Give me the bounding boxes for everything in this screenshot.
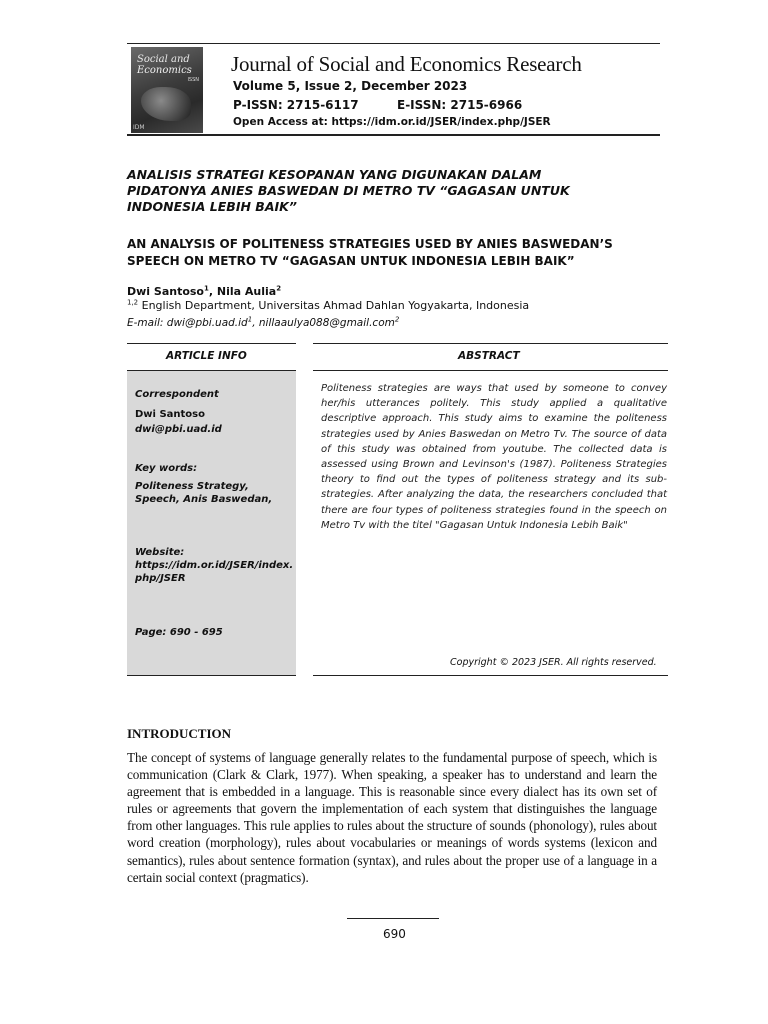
keywords-line: Politeness Strategy, (135, 481, 249, 492)
cover-artwork (141, 87, 191, 121)
title-en-line: SPEECH ON METRO TV “GAGASAN UNTUK INDONESIA LEBIH BAIK” (127, 254, 575, 268)
article-info-top-rule (127, 343, 296, 344)
introduction-heading: INTRODUCTION (127, 726, 232, 741)
website-link[interactable]: php/JSER (135, 573, 186, 584)
email-sup: 2 (394, 315, 400, 324)
email-line (127, 317, 399, 329)
p-issn: P-ISSN: 2715-6117 (233, 98, 359, 112)
title-id-line: INDONESIA LEBIH BAIK” (127, 199, 297, 214)
title-en-line: AN ANALYSIS OF POLITENESS STRATEGIES USED BY ANIES BASWEDAN’S (127, 237, 613, 251)
abstract-bottom-rule (313, 675, 668, 676)
footer-rule (347, 918, 439, 919)
volume-issue: Volume 5, Issue 2, December 2023 (233, 79, 468, 93)
correspondent-email[interactable]: dwi@pbi.uad.id (135, 424, 222, 435)
author-name: Nila Aulia (216, 285, 277, 298)
journal-title: Journal of Social and Economics Research (231, 52, 582, 76)
copyright-notice: Copyright © 2023 JSER. All rights reserved. (450, 657, 657, 668)
abstract-text: Politeness strategies are ways that used by someone to convey her/his utterances politely. This study applied a qualitative descriptive approach. This study aims to examine the politeness strategies used by Anies Baswedan on Metro Tv. The source of data of this study was obtained from youtube. The collected data is assessed using Brown and Levinson's (1987). Politeness Strategies theory to find out the types of politeness strategy and its sub-strategies. After analyzing the data, the researchers concluded that there are four types of politeness strategies found in the speech on Metro Tv with the titel "Gagasan Untuk Indonesia Lebih Baik" (321, 383, 667, 531)
email-sup: 1 (247, 315, 253, 324)
title-id-line: ANALISIS STRATEGI KESOPANAN YANG DIGUNAKAN DALAM (127, 167, 542, 182)
article-info-heading: ARTICLE INFO (166, 350, 247, 362)
page-number: 690 (383, 927, 406, 941)
header-top-rule (127, 43, 660, 44)
email-text[interactable]: E-mail: dwi@pbi.uad.id (127, 317, 248, 329)
keywords-label: Key words: (135, 463, 198, 474)
abstract-heading: ABSTRACT (458, 350, 520, 362)
affiliation-sup: 1,2 (127, 298, 139, 307)
article-info-bottom-rule (127, 675, 296, 676)
introduction-paragraph: The concept of systems of language generally relates to the fundamental purpose of speech, which is communication (Clark & Clark, 1977). When speaking, a speaker has to understand and learn the agreement that is embedded in a language. This is reasonable since every dialect has its own set of rules or agreements that govern the implementation of each system that distinguishes the language from other languages. This rule applies to rules about the structure of sounds (phonology), rules about word creation (morphology), rules about vocabularies or meanings of words systems (lexicon and semantics), rules about sentence formation (syntax), and rules about the proper use of a language in a certain social context (pragmatics). (127, 750, 657, 885)
keywords-line: Speech, Anis Baswedan, (135, 494, 273, 505)
website-label: Website: (135, 547, 185, 558)
correspondent-name: Dwi Santoso (135, 409, 205, 420)
header-bottom-rule (127, 134, 660, 136)
journal-cover-image (131, 47, 203, 133)
cover-publisher: IDM (133, 124, 145, 131)
issn-line (233, 98, 523, 112)
abstract-head-rule (313, 370, 668, 371)
author-list (127, 285, 281, 298)
title-indonesian (127, 167, 660, 215)
cover-title-line1: Social and (137, 54, 190, 65)
open-access-link[interactable]: Open Access at: https://idm.or.id/JSER/index.php/JSER (233, 116, 551, 128)
author-name: Dwi Santoso (127, 285, 204, 298)
page-range: Page: 690 - 695 (135, 627, 223, 638)
cover-issn: ISSN (187, 77, 199, 83)
title-english (127, 236, 672, 270)
email-text[interactable]: , nillaaulya088@gmail.com (252, 317, 395, 329)
author-separator: , (208, 285, 217, 298)
cover-title-line2: Economics (137, 65, 192, 76)
abstract-top-rule (313, 343, 668, 344)
affiliation (127, 299, 529, 312)
affiliation-text: English Department, Universitas Ahmad Dahlan Yogyakarta, Indonesia (138, 299, 530, 312)
e-issn: E-ISSN: 2715-6966 (397, 98, 523, 112)
website-link[interactable]: https://idm.or.id/JSER/index. (135, 560, 294, 571)
author-sup: 2 (276, 284, 282, 293)
correspondent-label: Correspondent (135, 389, 219, 400)
author-sup: 1 (204, 284, 209, 293)
title-id-line: PIDATONYA ANIES BASWEDAN DI METRO TV “GAGASAN UNTUK (127, 183, 570, 198)
